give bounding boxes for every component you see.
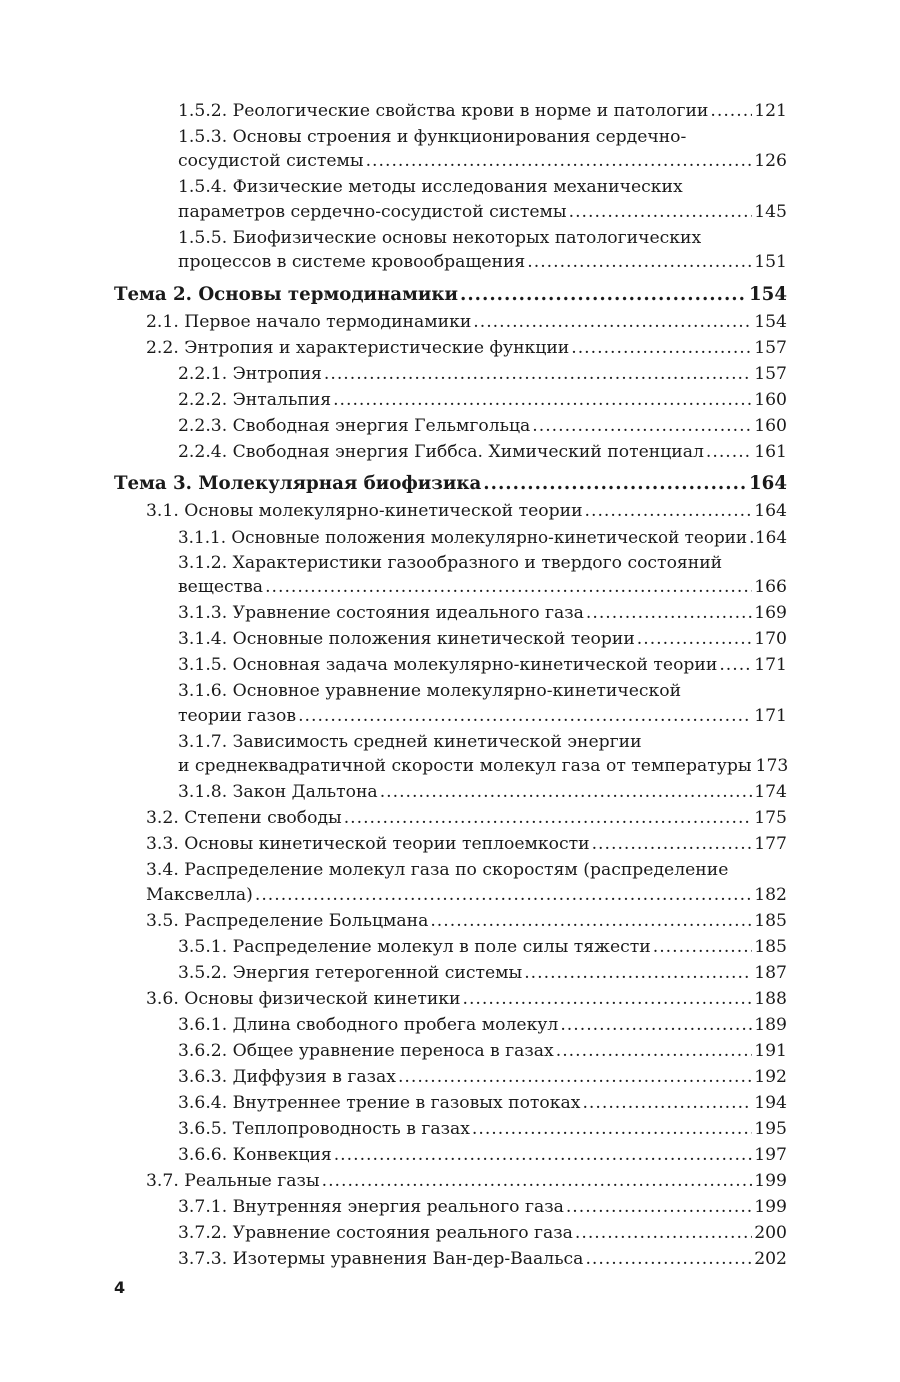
- dot-leader: [255, 883, 752, 907]
- toc-entry: [114, 1221, 787, 1245]
- dot-leader: [463, 987, 753, 1011]
- toc-entry-title-line: 2.2. Энтропия и характеристические функции: [146, 337, 570, 358]
- toc-page-number: 202: [754, 1248, 787, 1269]
- dot-leader: [749, 525, 753, 549]
- dot-leader: [430, 909, 752, 933]
- toc-entry: [114, 414, 787, 438]
- toc-entry: [114, 388, 787, 412]
- toc-page-number: 166: [754, 577, 787, 598]
- toc-entry-title-line: 3.6.2. Общее уравнение переноса в газах: [178, 1040, 554, 1061]
- dot-leader: [298, 704, 752, 728]
- toc-page-number: 169: [754, 603, 787, 624]
- toc-entry-title-line: 3.1.3. Уравнение состояния идеального газа: [178, 603, 584, 624]
- table-of-contents: [114, 99, 787, 1273]
- toc-entry: [114, 1065, 787, 1089]
- toc-entry: [114, 175, 787, 224]
- toc-page-number: 199: [754, 1170, 787, 1191]
- toc-entry: [114, 806, 787, 830]
- toc-entry: [114, 1039, 787, 1063]
- dot-leader: [380, 780, 753, 804]
- toc-page-number: 185: [754, 936, 787, 957]
- toc-page-number: 121: [754, 101, 787, 121]
- dot-leader: [575, 1221, 752, 1245]
- toc-entry: [114, 310, 787, 334]
- dot-leader: [524, 961, 752, 985]
- toc-entry-title-line: 3.5. Распределение Больцмана: [146, 910, 429, 931]
- toc-entry: [114, 440, 787, 464]
- toc-page-number: 154: [754, 311, 787, 332]
- toc-page-number: 177: [754, 834, 787, 855]
- toc-entry-title-line: 3.2. Степени свободы: [146, 808, 342, 829]
- dot-leader: [585, 499, 753, 523]
- toc-entry: [114, 832, 787, 856]
- toc-entry-title-line: 1.5.2. Реологические свойства крови в норме и патологии: [178, 101, 709, 121]
- toc-entry-title-line: Тема 3. Молекулярная биофизика: [114, 473, 482, 495]
- toc-entry: [114, 730, 787, 779]
- dot-leader: [527, 250, 752, 274]
- toc-page-number: 160: [754, 389, 787, 410]
- toc-entry: [114, 780, 787, 804]
- toc-entry-title-line: 3.1.6. Основное уравнение молекулярно-кинетической: [178, 681, 682, 702]
- toc-page-number: 195: [754, 1118, 787, 1139]
- toc-page-number: 157: [754, 337, 787, 358]
- toc-page-number: 182: [754, 884, 787, 905]
- toc-entry-title-line: 3.4. Распределение молекул газа по скоростям (распределение: [146, 860, 729, 881]
- toc-page-number: 188: [754, 988, 787, 1009]
- toc-entry: [114, 1169, 787, 1193]
- toc-page-number: 199: [754, 1196, 787, 1217]
- dot-leader: [571, 336, 752, 360]
- toc-entry-title-line: 3.1.5. Основная задача молекулярно-кинетической теории: [178, 655, 718, 676]
- toc-entry-title-line: и среднеквадратичной скорости молекул газа от температуры: [178, 756, 752, 777]
- toc-entry: [114, 1117, 787, 1141]
- toc-entry: [114, 99, 787, 123]
- dot-leader: [366, 149, 753, 173]
- toc-entry-title-line: 1.5.5. Биофизические основы некоторых патологических: [178, 227, 702, 248]
- toc-entry: [114, 362, 787, 386]
- toc-chapter-entry: [114, 282, 787, 308]
- toc-page-number: 171: [754, 655, 787, 676]
- toc-page-number: 164: [754, 527, 787, 548]
- toc-entry-title-line: теории газов: [178, 705, 297, 726]
- toc-entry: [114, 627, 787, 651]
- toc-entry: [114, 226, 787, 275]
- dot-leader: [556, 1039, 752, 1063]
- toc-entry-title-line: 3.7.3. Изотермы уравнения Ван-дер-Ваальса: [178, 1248, 584, 1269]
- toc-page-number: 171: [754, 705, 787, 726]
- toc-entry-title-line: параметров сердечно-сосудистой системы: [178, 201, 567, 222]
- toc-entry: [114, 1143, 787, 1167]
- toc-page-number: 164: [754, 501, 787, 522]
- toc-page-number: 157: [754, 363, 787, 384]
- toc-page-number: 126: [754, 151, 787, 172]
- dot-leader: [586, 601, 752, 625]
- dot-leader: [333, 388, 752, 412]
- toc-entry-title-line: 2.1. Первое начало термодинамики: [146, 311, 472, 332]
- toc-entry-title-line: процессов в системе кровообращения: [178, 252, 526, 273]
- toc-page-number: 151: [754, 252, 787, 273]
- toc-entry-title-line: 3.7.2. Уравнение состояния реального газа: [178, 1222, 573, 1243]
- dot-leader: [483, 471, 747, 497]
- toc-entry-title-line: 3.1.8. Закон Дальтона: [178, 782, 378, 803]
- toc-page-number: 164: [749, 473, 787, 495]
- toc-page-number: 187: [754, 962, 787, 983]
- toc-entry: [114, 961, 787, 985]
- dot-leader: [560, 1013, 752, 1037]
- dot-leader: [592, 832, 753, 856]
- toc-entry: [114, 1195, 787, 1219]
- toc-chapter-entry: [114, 471, 787, 497]
- toc-entry: [114, 1013, 787, 1037]
- dot-leader: [398, 1065, 752, 1089]
- toc-entry-title-line: вещества: [178, 577, 264, 598]
- toc-entry-title-line: 2.2.2. Энтальпия: [178, 389, 332, 410]
- toc-page-number: 185: [754, 910, 787, 931]
- toc-page-number: 160: [754, 415, 787, 436]
- toc-entry-title-line: 3.7. Реальные газы: [146, 1170, 320, 1191]
- toc-entry: [114, 1247, 787, 1271]
- toc-entry-title-line: сосудистой системы: [178, 151, 364, 172]
- toc-page-number: 161: [754, 441, 787, 462]
- toc-entry-title-line: 3.1. Основы молекулярно-кинетической теории: [146, 501, 583, 522]
- toc-entry-title-line: 3.5.1. Распределение молекул в поле силы тяжести: [178, 936, 651, 957]
- toc-entry: [114, 987, 787, 1011]
- toc-entry-title-line: 3.7.1. Внутренняя энергия реального газа: [178, 1196, 564, 1217]
- toc-page-number: 191: [754, 1040, 787, 1061]
- toc-page-number: 197: [754, 1144, 787, 1165]
- toc-entry-title-line: 3.6.3. Диффузия в газах: [178, 1066, 396, 1087]
- toc-entry-title-line: 2.2.3. Свободная энергия Гельмгольца: [178, 415, 531, 436]
- toc-page-number: 200: [754, 1222, 787, 1243]
- toc-entry-title-line: 1.5.4. Физические методы исследования механических: [178, 177, 683, 198]
- dot-leader: [265, 575, 752, 599]
- toc-page-number: 194: [754, 1092, 787, 1113]
- toc-entry: [114, 525, 787, 549]
- toc-page-number: 170: [754, 629, 787, 650]
- toc-entry: [114, 909, 787, 933]
- dot-leader: [322, 1169, 753, 1193]
- toc-entry: [114, 336, 787, 360]
- toc-entry: [114, 601, 787, 625]
- dot-leader: [460, 282, 747, 308]
- toc-entry: [114, 679, 787, 728]
- toc-entry-title-line: 3.1.4. Основные положения кинетической теории: [178, 629, 635, 650]
- dot-leader: [585, 1247, 752, 1271]
- toc-entry-title-line: Тема 2. Основы термодинамики: [114, 283, 459, 305]
- dot-leader: [706, 440, 752, 464]
- dot-leader: [637, 627, 752, 651]
- toc-entry: [114, 551, 787, 600]
- toc-entry-title-line: 3.6.4. Внутреннее трение в газовых потоках: [178, 1092, 581, 1113]
- dot-leader: [710, 99, 752, 123]
- dot-leader: [334, 1143, 752, 1167]
- toc-entry-title-line: 3.6.5. Теплопроводность в газах: [178, 1118, 470, 1139]
- dot-leader: [473, 310, 752, 334]
- toc-entry-title-line: 3.5.2. Энергия гетерогенной системы: [178, 962, 523, 983]
- dot-leader: [532, 414, 752, 438]
- dot-leader: [566, 1195, 752, 1219]
- toc-page-number: 174: [754, 782, 787, 803]
- toc-page-number: 154: [749, 283, 787, 305]
- toc-entry: [114, 499, 787, 523]
- dot-leader: [472, 1117, 752, 1141]
- toc-page-number: 192: [754, 1066, 787, 1087]
- toc-page-number: 145: [754, 201, 787, 222]
- toc-page-number: 173: [755, 756, 789, 777]
- dot-leader: [582, 1091, 752, 1115]
- toc-entry-title-line: 3.1.1. Основные положения молекулярно-кинетической теории: [178, 527, 748, 548]
- toc-entry: [114, 858, 787, 907]
- page-number: 4: [114, 1278, 126, 1297]
- toc-entry-title-line: 3.6.1. Длина свободного пробега молекул: [178, 1014, 559, 1035]
- toc-entry-title-line: 2.2.4. Свободная энергия Гиббса. Химический потенциал: [178, 441, 704, 462]
- toc-entry-title-line: Максвелла): [146, 884, 253, 905]
- dot-leader: [653, 935, 752, 959]
- toc-entry-title-line: 3.1.2. Характеристики газообразного и твердого состояний: [178, 553, 723, 574]
- toc-entry: [114, 125, 787, 174]
- toc-entry-title-line: 2.2.1. Энтропия: [178, 363, 322, 384]
- dot-leader: [324, 362, 752, 386]
- toc-entry-title-line: 3.6.6. Конвекция: [178, 1144, 332, 1165]
- dot-leader: [569, 200, 753, 224]
- dot-leader: [719, 653, 752, 677]
- toc-page-number: 189: [754, 1014, 787, 1035]
- toc-entry-title-line: 3.3. Основы кинетической теории теплоемкости: [146, 834, 590, 855]
- toc-entry: [114, 935, 787, 959]
- dot-leader: [344, 806, 752, 830]
- toc-entry-title-line: 1.5.3. Основы строения и функционирования сердечно-: [178, 127, 687, 147]
- toc-page-number: 175: [754, 808, 787, 829]
- toc-entry-title-line: 3.1.7. Зависимость средней кинетической энергии: [178, 731, 642, 752]
- toc-entry-title-line: 3.6. Основы физической кинетики: [146, 988, 461, 1009]
- toc-entry: [114, 1091, 787, 1115]
- toc-entry: [114, 653, 787, 677]
